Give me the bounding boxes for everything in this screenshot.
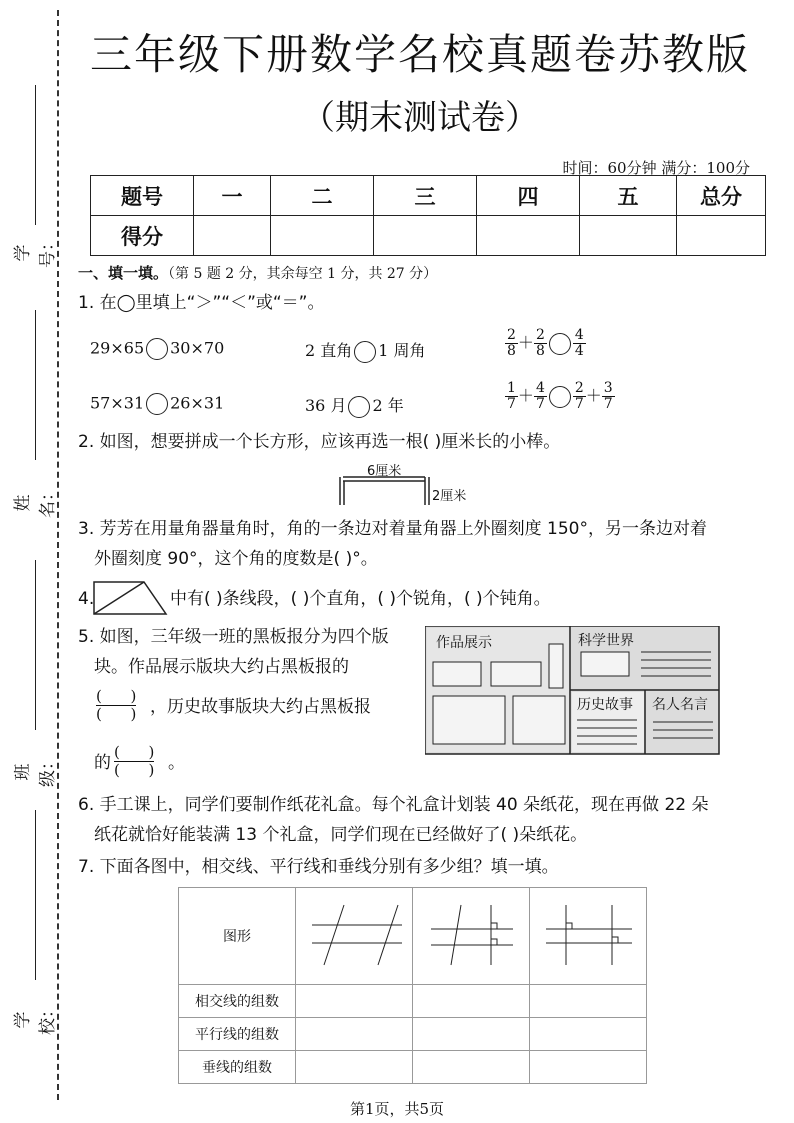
answer-cell[interactable] [296, 985, 413, 1018]
page-subtitle: （期末测试卷） [301, 98, 539, 138]
q1-item-right: 30×70 [170, 338, 225, 358]
q4-number: 4. [78, 589, 95, 609]
score-header-cell: 三 [374, 176, 477, 216]
q1-item-1 [90, 338, 224, 360]
row-label: 垂线的组数 [179, 1051, 296, 1084]
q5-answer-fraction-1[interactable]: $\frac{( )}{( )}$ [96, 687, 137, 723]
score-header-cell: 五 [580, 176, 677, 216]
board-history-label: 历史故事 [577, 697, 633, 713]
board-works-label: 作品展示 [436, 635, 492, 651]
q5-answer-fraction-2[interactable]: $\frac{( )}{( )}$ [114, 743, 155, 779]
q4-text: 中有( )条线段，( )个直角，( )个锐角，( )个钝角。 [170, 589, 551, 609]
score-cell[interactable] [477, 216, 580, 256]
answer-cell[interactable] [413, 1051, 530, 1084]
score-table [90, 175, 766, 256]
section-heading [78, 262, 437, 283]
school-line [35, 810, 36, 980]
q1-text: 1. 在◯里填上“＞”“＜”或“＝”。 [78, 293, 325, 313]
answer-circle[interactable] [354, 341, 376, 363]
q6-line1: 6. 手工课上，同学们要制作纸花礼盒。每个礼盒计划装 40 朵纸花，现在再做 22 朵 [78, 795, 709, 815]
q1-item-left: 29×65 [90, 338, 145, 358]
plus-sign: ＋ [585, 386, 602, 405]
section-note: （第 5 题 2 分，其余每空 1 分，共 27 分） [168, 266, 438, 282]
school-label: 学校： [13, 1001, 58, 1035]
q7-text: 7. 下面各图中，相交线、平行线和垂线分别有多少组？填一填。 [78, 857, 559, 877]
q5-line1: 5. 如图，三年级一班的黑板报分为四个版 [78, 627, 389, 647]
q1-item-right: 1 周角 [378, 341, 426, 360]
answer-cell[interactable] [413, 985, 530, 1018]
intersect-row [179, 985, 647, 1018]
plus-sign: ＋ [517, 386, 534, 405]
figure-cell-1 [296, 888, 413, 985]
section-title: 一、填一填。 [78, 264, 169, 282]
lines-figure-row [179, 888, 647, 985]
answer-circle[interactable] [146, 393, 168, 415]
class-label: 班级： [13, 753, 58, 787]
binding-dashed-line [57, 10, 59, 1100]
q1-item-left: 57×31 [90, 393, 145, 413]
q5-line4-end: 。 [168, 753, 185, 773]
answer-circle[interactable] [549, 386, 571, 408]
q1-item-right: 2 年 [372, 396, 404, 415]
exam-meta: 时间：60分钟 满分：100分 [562, 159, 750, 177]
q5-line2: 块。作品展示版块大约占黑板报的 [94, 657, 349, 677]
answer-circle[interactable] [549, 333, 571, 355]
q1-fraction-item-2 [505, 381, 615, 412]
row-label: 图形 [179, 888, 296, 985]
lines-table [178, 887, 647, 1084]
answer-cell[interactable] [530, 985, 647, 1018]
q1-item-3 [90, 393, 224, 415]
score-header-cell: 四 [477, 176, 580, 216]
fraction: $\frac{4}{4}$ [574, 327, 584, 359]
answer-cell[interactable] [530, 1051, 647, 1084]
class-line [35, 560, 36, 730]
answer-cell[interactable] [296, 1051, 413, 1084]
name-line [35, 310, 36, 460]
score-cell[interactable] [374, 216, 477, 256]
stick-side-label: 2厘米 [432, 489, 467, 504]
score-table-header-row [91, 176, 766, 216]
q2-text: 2. 如图，想要拼成一个长方形，应该再选一根( )厘米长的小棒。 [78, 432, 561, 452]
fraction: $\frac{1}{7}$ [507, 380, 516, 412]
q1-fraction-item-1 [505, 328, 586, 359]
q6-line2: 纸花就恰好能装满 13 个礼盒，同学们现在已经做好了( )朵纸花。 [94, 825, 588, 845]
q5-line4: 的 [94, 753, 111, 773]
q1-item-left: 2 直角 [305, 341, 353, 360]
q3-line1: 3. 芳芳在用量角器量角时，角的一条边对着量角器上外圈刻度 150°，另一条边对着 [78, 519, 707, 539]
plus-sign: ＋ [517, 333, 534, 352]
answer-cell[interactable] [530, 1018, 647, 1051]
page-title: 三年级下册数学名校真题卷苏教版 [89, 30, 750, 79]
fraction: $\frac{3}{7}$ [603, 380, 613, 412]
row-label: 相交线的组数 [179, 985, 296, 1018]
answer-cell[interactable] [296, 1018, 413, 1051]
name-label: 姓名： [13, 484, 58, 518]
score-cell[interactable] [271, 216, 374, 256]
score-header-cell: 总分 [677, 176, 766, 216]
student-id-label: 学号： [13, 234, 58, 268]
page-footer: 第1页，共5页 [349, 1100, 445, 1118]
score-cell[interactable] [194, 216, 271, 256]
parallel-slant-lines-icon [304, 899, 404, 969]
score-table-score-row [91, 216, 766, 256]
answer-cell[interactable] [413, 1018, 530, 1051]
perpendicular-row [179, 1051, 647, 1084]
answer-circle[interactable] [348, 396, 370, 418]
q1-item-left: 36 月 [305, 396, 347, 415]
parallel-row [179, 1018, 647, 1051]
row-label: 平行线的组数 [179, 1018, 296, 1051]
answer-circle[interactable] [146, 338, 168, 360]
score-row-label: 得分 [91, 216, 194, 256]
score-header-cell: 二 [271, 176, 374, 216]
score-cell[interactable] [677, 216, 766, 256]
fraction: $\frac{2}{7}$ [574, 380, 584, 412]
board-science-label: 科学世界 [578, 633, 634, 649]
stick-top-label: 6厘米 [367, 464, 402, 479]
board-quotes-label: 名人名言 [652, 697, 708, 713]
q1-item-2 [305, 338, 426, 363]
q1-item-right: 26×31 [170, 393, 225, 413]
grid-perpendicular-lines-icon [538, 899, 638, 969]
score-cell[interactable] [580, 216, 677, 256]
trapezoid-figure [92, 580, 168, 616]
fraction: $\frac{2}{8}$ [535, 327, 545, 359]
score-header-cell: 题号 [91, 176, 194, 216]
q5-line3: ，历史故事版块大约占黑板报 [150, 697, 371, 717]
fraction: $\frac{2}{8}$ [507, 327, 516, 359]
score-header-cell: 一 [194, 176, 271, 216]
q1-item-4 [305, 393, 404, 418]
q3-line2: 外圈刻度 90°，这个角的度数是( )°。 [94, 549, 378, 569]
student-id-line [35, 85, 36, 225]
fraction: $\frac{4}{7}$ [535, 380, 545, 412]
perpendicular-lines-icon [421, 899, 521, 969]
figure-cell-2 [413, 888, 530, 985]
figure-cell-3 [530, 888, 647, 985]
